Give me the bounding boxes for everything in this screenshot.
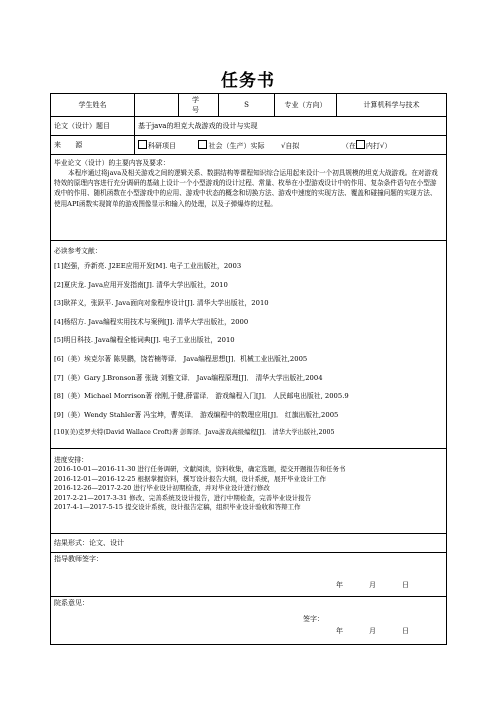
task-form-table	[50, 93, 447, 645]
checkmark-icon: √	[280, 141, 286, 150]
row-dept	[51, 597, 447, 645]
schedule-item: 2017-2-21—2017-3-31 修改、完善系统及设计报告，进行中期检查，完善毕业设计报告	[54, 493, 312, 502]
reference-item: [6]（美）埃克尔著 陈昊鹏，饶若楠等译． Java编程思想[J]．机械工业出版社,2005	[54, 354, 308, 363]
option-self: √自拟	[280, 141, 300, 150]
checkbox-icon	[356, 140, 365, 149]
reference-item: [5]明日科技. Java编程全能词典[J]. 电子工业出版社，2010	[54, 336, 235, 345]
reference-item: [7]（美）Gary J.Bronson著 张珑 刘雅文译． Java编程原理[J]． 清华大学出版社,2004	[54, 373, 323, 382]
reference-item: [4]杨绍方. Java编程实用技术与案例[J]. 清华大学出版社，2000	[54, 317, 249, 326]
schedule-item: 2016-10-01—2016-11-30 进行任务调研，文献阅读，资料收集，确定选题，提交开题报告和任务书	[54, 465, 346, 473]
reference-item: [8]（美）Michael Morrison著 徐刚,于健,薛雷译． 游戏编程入门[J]． 人民邮电出版社, 2005.9	[54, 392, 349, 401]
student-name-value	[135, 94, 179, 117]
dept-cell	[51, 597, 447, 645]
references-cell	[51, 241, 447, 449]
result-form: 结果形式：论文、设计	[51, 534, 447, 553]
advisor-label: 指导教师签字：	[54, 555, 103, 563]
student-name-label: 学生姓名	[51, 94, 135, 117]
option-research: 科研项目	[138, 142, 176, 150]
major-value: 计算机科学与技术	[337, 94, 447, 117]
student-id-label: 学 号	[179, 94, 219, 117]
schedule-cell	[51, 449, 447, 534]
content-heading: 毕业论文（设计）的主要内容及要求：	[54, 159, 170, 167]
reference-item: [1]赵强，乔新亮. J2EE应用开发[M]. 电子工业出版社，2003	[54, 262, 242, 270]
dept-sign: 签字：	[303, 615, 324, 623]
row-advisor	[51, 553, 447, 597]
checkbox-icon	[198, 140, 207, 149]
schedule-item: 2016-12-26—2017-2-20 进行毕业设计初期检查，并对毕业设计进行修改	[54, 484, 270, 492]
source-instruction: （在 内打√）	[341, 141, 392, 150]
reference-item: [3]耿祥义，张跃平. Java面向对象程序设计[J]. 清华大学出版社，2010	[54, 299, 269, 308]
schedule-item: 2017-4-1—2017-5-15 提交设计系统，设计报告定稿，组织毕业设计验收和答辩工作	[54, 503, 301, 511]
row-topic	[51, 117, 447, 136]
student-id-value: S	[219, 94, 275, 117]
source-label: 来 源	[51, 136, 135, 155]
row-references	[51, 241, 447, 449]
major-label: 专业（方向）	[275, 94, 337, 117]
reference-item: [9]（美）Wendy Stahler著 冯宝坤，曹英译． 游戏编程中的数理应用[J]． 红旗出版社,2005	[54, 410, 339, 419]
dept-date: 年 月 日	[336, 627, 409, 635]
topic-value: 基于java的坦克大战游戏的设计与实现	[135, 117, 447, 136]
row-schedule	[51, 449, 447, 534]
content-cell	[51, 155, 447, 241]
content-body: 本程序通过将java及相关游戏之间的逻辑关系、数据结构等课程知识综合运用起来设计一个初具规模的坦克大战游戏。在对游戏特效的原理内容进行充分调研的基础上设计一个小型游戏的设计过程、常量、枚举在小型游戏设计中的作用、复杂条件语句在小型游戏中的作用、随机函数在小型游戏中的应用、游戏中状态的概念和切换方法、游戏中速度的实现方法、覆盖和碰撞问题的实现方法、使用API函数实现简单的游戏图像显示和输入的处理，以及子弹爆炸的过程。	[54, 169, 438, 208]
checkbox-icon	[138, 140, 147, 149]
row-content	[51, 155, 447, 241]
reference-item: [2]夏庆龙. Java应用开发指南[J]. 清华大学出版社，2010	[54, 280, 228, 289]
references-heading: 必读参考文献：	[54, 247, 102, 255]
document-title: 任务书	[221, 71, 275, 91]
option-practice: 社会（生产）实际	[198, 142, 264, 150]
advisor-cell	[51, 553, 447, 597]
schedule-heading: 进度安排：	[54, 456, 88, 464]
row-result	[51, 534, 447, 553]
advisor-date: 年 月 日	[336, 581, 409, 589]
topic-label: 论文（设计）题目	[51, 117, 135, 136]
reference-item: [10](美)克罗夫特(David Wallace Croft)著 彭晖译．Java游戏高级编程[J]． 清华大学出版社,2005	[54, 429, 335, 437]
row-student	[51, 94, 447, 117]
source-options	[135, 136, 447, 155]
dept-label: 院系意见：	[54, 599, 89, 607]
schedule-item: 2016-12-01—2016-12-25 根据掌握资料，撰写设计报告大纲，设计系统，展开毕业设计工作	[54, 474, 327, 483]
row-source	[51, 136, 447, 155]
